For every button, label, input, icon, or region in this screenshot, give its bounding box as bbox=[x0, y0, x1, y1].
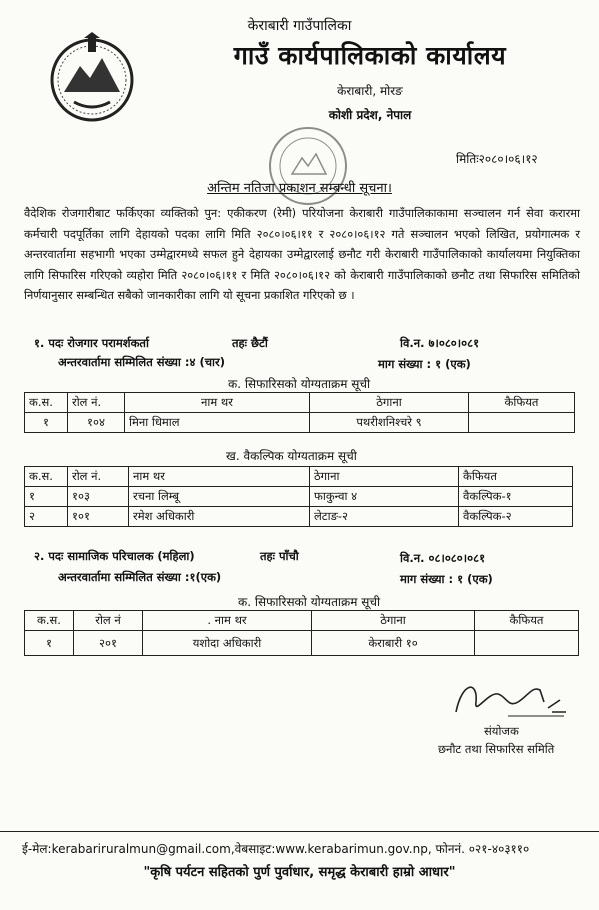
post1-ad-number: वि.न. ७।०८०।०८१ bbox=[400, 336, 480, 350]
cell-serial: २ bbox=[25, 507, 68, 527]
header-cell: रोल नं. bbox=[68, 393, 125, 413]
header-cell: ठेगाना bbox=[312, 611, 475, 631]
post1-recommended-title: क. सिफारिसको योग्यताक्रम सूची bbox=[228, 377, 371, 391]
header-cell: क.स. bbox=[25, 467, 68, 487]
cell-remarks bbox=[475, 631, 579, 656]
office-title: गाउँ कार्यपालिकाको कार्यालय bbox=[233, 41, 507, 70]
table-row bbox=[25, 487, 573, 507]
header-cell: क.स. bbox=[25, 611, 74, 631]
header-cell: कैफियत bbox=[459, 467, 573, 487]
cell-name: मिना धिमाल bbox=[125, 413, 310, 433]
post1-alternate-title: ख. वैकल्पिक योग्यताक्रम सूची bbox=[226, 449, 357, 463]
cell-serial: १ bbox=[25, 631, 74, 656]
post1-demand: माग संख्या : १ (एक) bbox=[378, 357, 471, 371]
signature-role: संयोजक bbox=[484, 724, 519, 738]
notice-body: वैदेशिक रोजगारीबाट फर्किएका व्यक्तिको पुन: एकीकरण (रेमी) परियोजना केराबारी गाउँपालिकाकामा सञ्चालन गर्न सेवा करारमा कर्मचारी पदपूर्तिका लागि देहायको पदका लागि मिति २०८०।०६।११ र २०८०।०६।१२ गते सञ्चालन भएको लिखित, प्रयोगात्मक र अन्तरवार्तामा सहभागी भएका उम्मेद्वारमध्ये सफल हुने देहायका उम्मेद्वारलाई छनौट गरी केराबारी गाउँपालिकाको कार्यालयमा नियुक्तिका लागि सिफारिस गरिएको व्यहोरा मिति २०८०।०६।११ र मिति २०८०।०६।१२ को केराबारी गाउँपालिकाको छनौट तथा सिफारिस समितिको निर्णयानुसार सम्बन्धित सबैको जानकारीका लागि यो सूचना प्रकाशित गरिएको छ । bbox=[24, 206, 580, 303]
post1-recommended-table bbox=[24, 392, 575, 433]
header-cell: नाम थर bbox=[129, 467, 310, 487]
cell-address: केराबारी १० bbox=[312, 631, 475, 656]
municipality-name: केराबारी गाउँपालिका bbox=[247, 18, 352, 34]
cell-name: यशोदा अधिकारी bbox=[143, 631, 312, 656]
table-header-row bbox=[25, 611, 579, 631]
cell-remarks: वैकल्पिक-२ bbox=[459, 507, 573, 527]
header-cell: क.स. bbox=[25, 393, 68, 413]
header-cell: . नाम थर bbox=[143, 611, 312, 631]
address-district: केराबारी, मोरङ bbox=[337, 84, 403, 98]
post1-level: तहः छैटौं bbox=[232, 336, 268, 350]
post2-demand: माग संख्या : १ (एक) bbox=[400, 572, 493, 586]
cell-address: पथरीशनिश्चरे ९ bbox=[310, 413, 469, 433]
notice-title: अन्तिम नतिजा प्रकाशन सम्बन्धी सूचना। bbox=[207, 181, 392, 196]
post2-ad-number: वि.न. ०८।०८०।०८१ bbox=[400, 551, 486, 565]
post2-title: २. पदः सामाजिक परिचालक (महिला) bbox=[34, 549, 195, 563]
post1-interview-count: अन्तरवार्तामा सम्मिलित संख्या :४ (चार) bbox=[58, 355, 225, 369]
address-province: कोशी प्रदेश, नेपाल bbox=[328, 108, 412, 122]
cell-serial: १ bbox=[25, 413, 68, 433]
cell-roll: १०४ bbox=[68, 413, 125, 433]
signature-committee: छनौट तथा सिफारिस समिति bbox=[438, 742, 555, 756]
cell-remarks bbox=[469, 413, 575, 433]
cell-roll: १०१ bbox=[68, 507, 129, 527]
post1-alternate-table bbox=[24, 466, 573, 527]
header-cell: रोल नं. bbox=[68, 467, 129, 487]
cell-name: रमेश अधिकारी bbox=[129, 507, 310, 527]
footer-divider bbox=[0, 831, 599, 832]
cell-roll: १०३ bbox=[68, 487, 129, 507]
table-header-row bbox=[25, 467, 573, 487]
table-row bbox=[25, 631, 579, 656]
footer-slogan: "कृषि पर्यटन सहितको पुर्ण पुर्वाधार, समृद्ध केराबारी हाम्रो आधार" bbox=[143, 865, 456, 880]
post2-interview-count: अन्तरवार्तामा सम्मिलित संख्या :१(एक) bbox=[58, 570, 222, 584]
cell-name: रचना लिम्बू bbox=[129, 487, 310, 507]
post1-title: १. पदः रोजगार परामर्शकर्ता bbox=[34, 336, 149, 350]
header-cell: ठेगाना bbox=[310, 467, 459, 487]
footer-contact: ई-मेल:kerabariruralmun@gmail.com,वेबसाइट:www.kerabarimun.gov.np, फोननं. ०२१-४०३११० bbox=[22, 842, 530, 856]
header-cell: ठेगाना bbox=[310, 393, 469, 413]
header-cell: रोल नं bbox=[74, 611, 143, 631]
cell-address: फाकुन्वा ४ bbox=[310, 487, 459, 507]
post2-recommended-title: क. सिफारिसको योग्यताक्रम सूची bbox=[238, 595, 381, 609]
cell-serial: १ bbox=[25, 487, 68, 507]
nepal-emblem-logo bbox=[44, 32, 140, 124]
handwritten-signature bbox=[448, 672, 568, 724]
post2-recommended-table bbox=[24, 610, 579, 656]
cell-address: लेटाङ-२ bbox=[310, 507, 459, 527]
cell-remarks: वैकल्पिक-१ bbox=[459, 487, 573, 507]
table-header-row bbox=[25, 393, 575, 413]
cell-roll: २०१ bbox=[74, 631, 143, 656]
header-cell: कैफियत bbox=[475, 611, 579, 631]
table-row bbox=[25, 413, 575, 433]
notice-date: मितिः२०८०।०६।१२ bbox=[456, 152, 538, 166]
table-row bbox=[25, 507, 573, 527]
header-cell: कैफियत bbox=[469, 393, 575, 413]
header-cell: नाम थर bbox=[125, 393, 310, 413]
post2-level: तहः पाँचौ bbox=[260, 549, 299, 563]
